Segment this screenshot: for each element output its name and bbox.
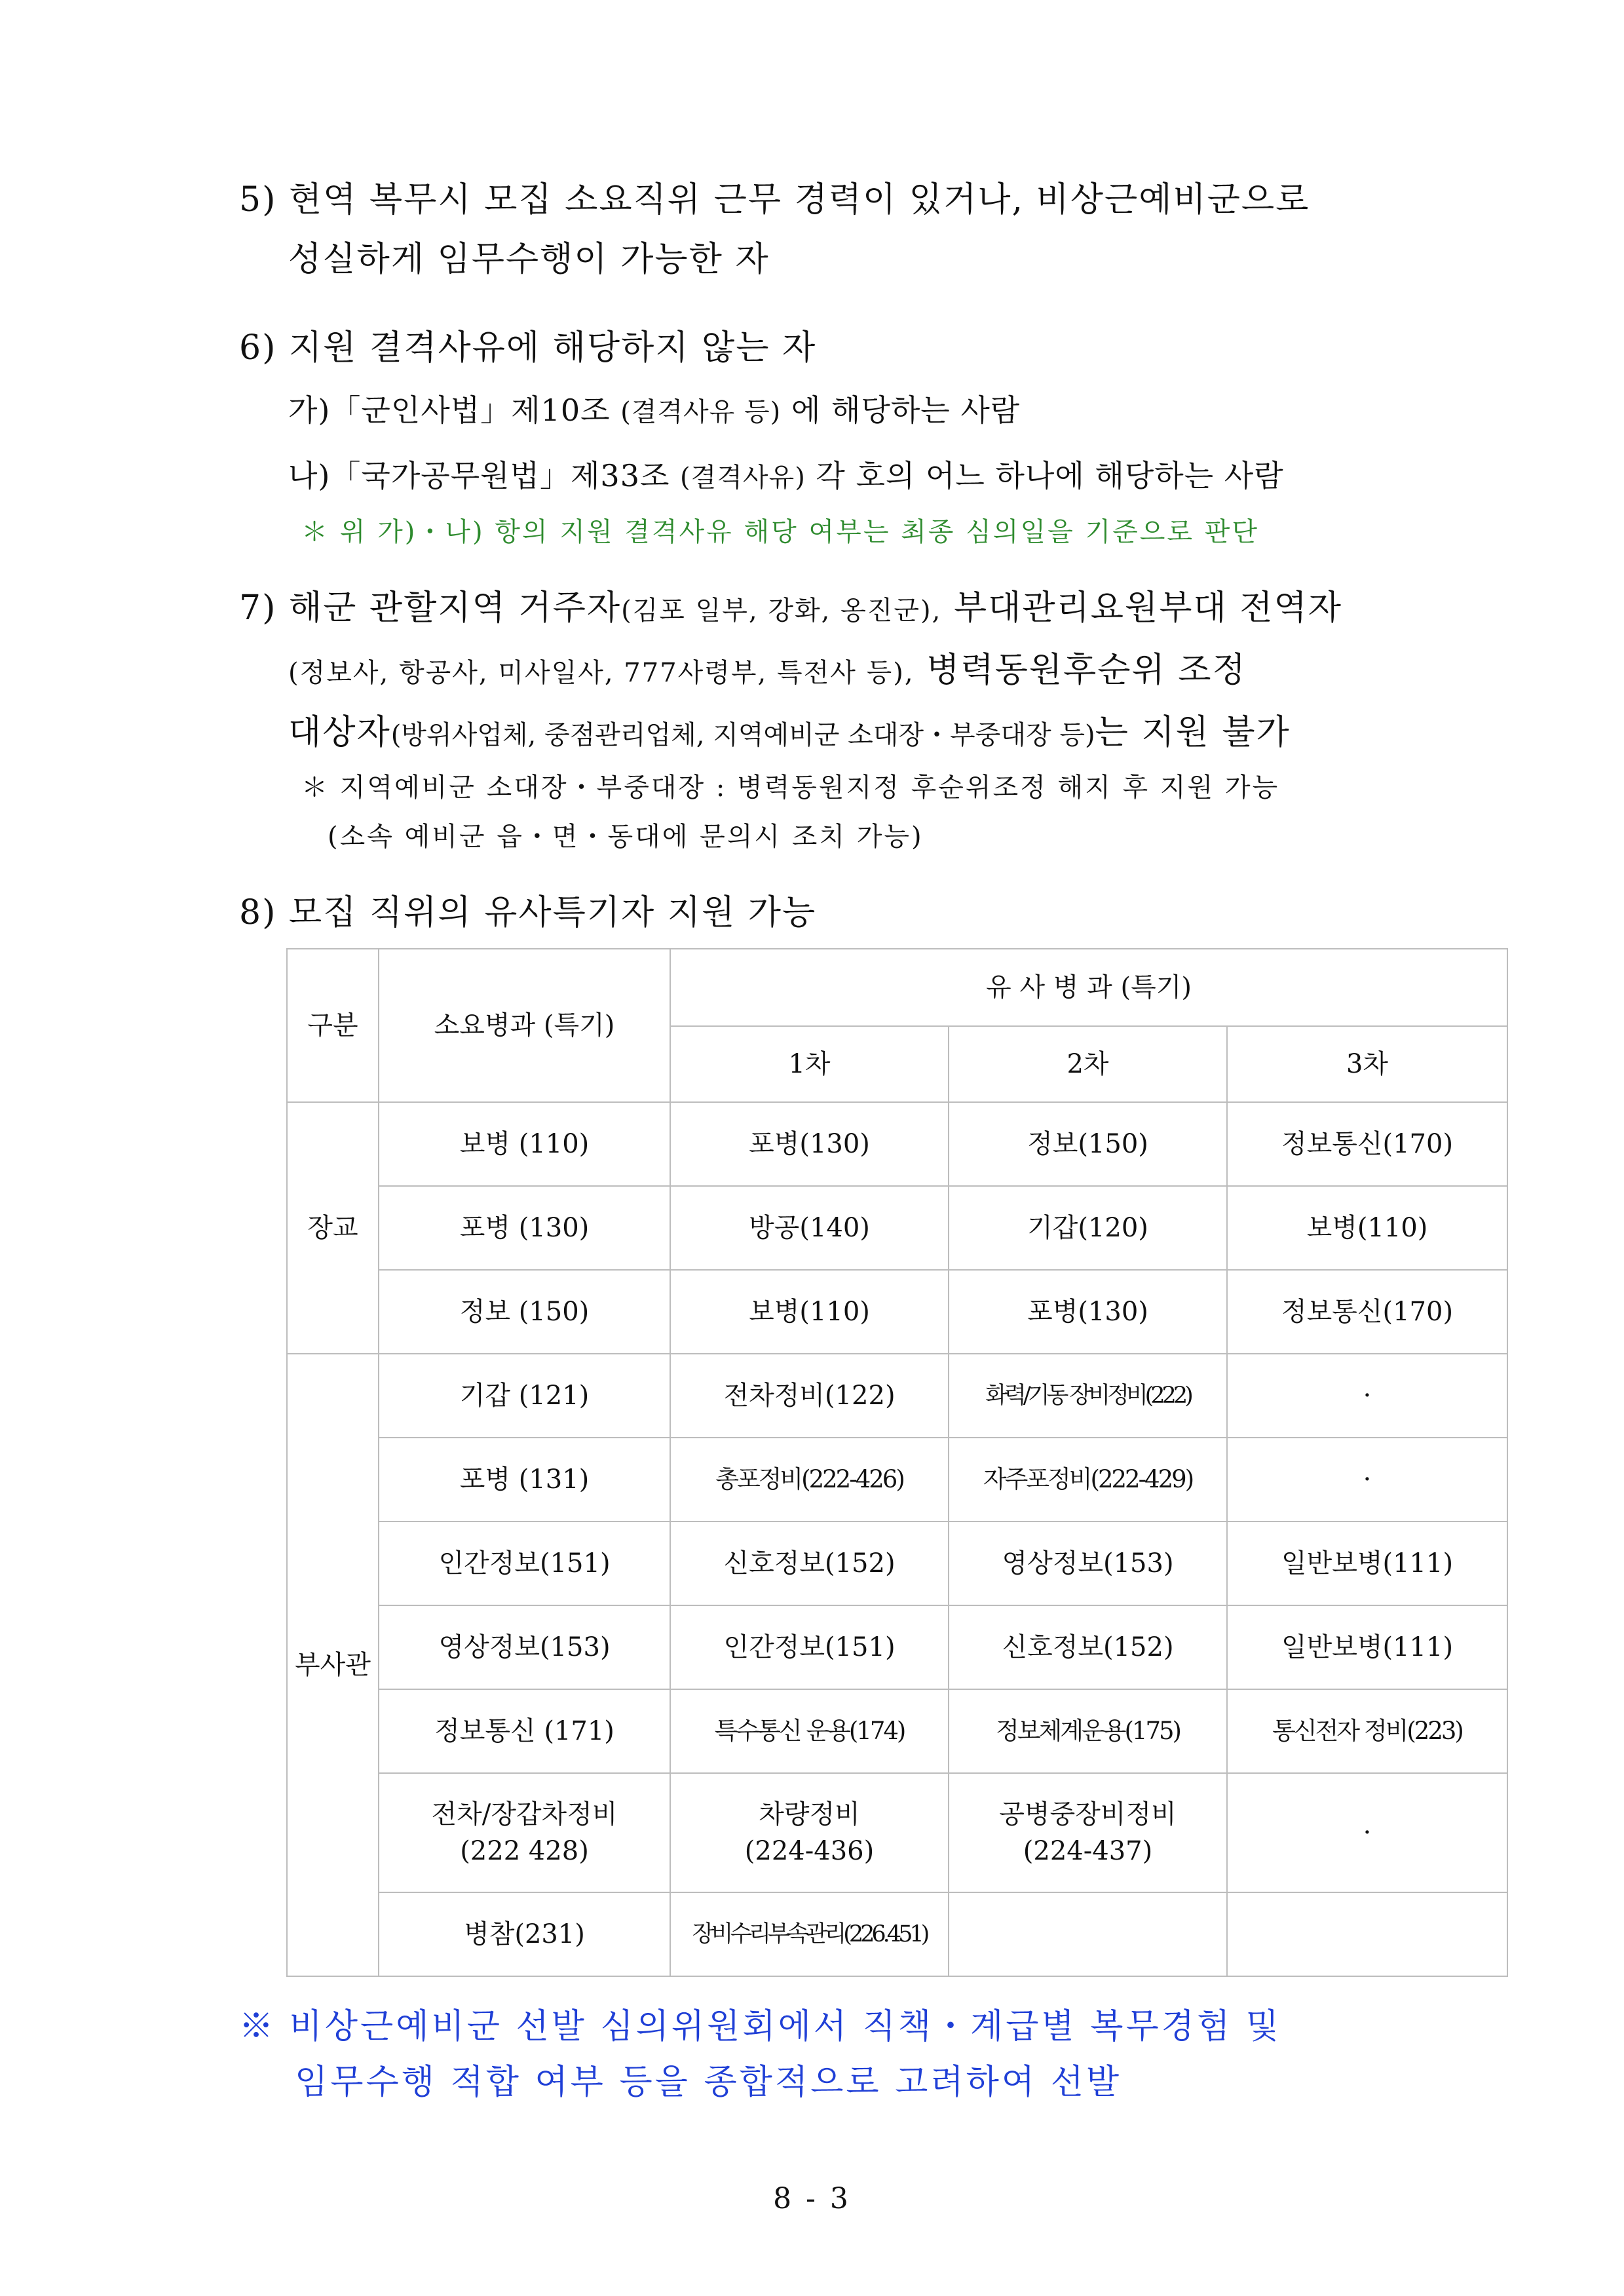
table-cell-line: (224-437) [1023,1836,1153,1866]
table-cell: 포병(130) [949,1270,1227,1354]
table-row [287,1689,1507,1773]
table-cell: 보병(110) [670,1270,949,1354]
table-cell: 정보 (150) [379,1270,670,1354]
item5-line1: 5) 현역 복무시 모집 소요직위 근무 경력이 있거나, 비상근예비군으로 [239,180,1310,220]
footer-note-line2: 임무수행 적합 여부 등을 종합적으로 고려하여 선발 [295,2063,1122,2102]
page-number: 8 - 3 [773,2182,851,2215]
table-cell: 포병 (131) [379,1438,670,1521]
table-cell: 신호정보(152) [949,1605,1227,1689]
table-row [287,1270,1507,1354]
table-cell: 신호정보(152) [670,1521,949,1605]
table-cell: 정보(150) [949,1102,1227,1186]
item6-sub-a-small: (결격사유 등) [620,397,782,427]
item7-line1 [239,580,1342,629]
item6-sub-b-tail: 각 호의 어느 하나에 해당하는 사람 [805,458,1284,493]
item6-sub-b-small: (결격사유) [680,463,806,493]
table-cell: 통신전자 정비(223) [1227,1689,1507,1773]
table-cell: 특수통신 운용(174) [670,1689,949,1773]
item7-line1-small: (김포 일부, 강화, 옹진군), [621,596,942,626]
table-cell: 자주포정비(222-429) [949,1438,1227,1521]
header-third: 3차 [1227,1026,1507,1102]
table-cell: 정보통신(170) [1227,1270,1507,1354]
table-cell: 영상정보(153) [379,1605,670,1689]
table-cell-line: (224-436) [744,1836,875,1866]
table-cell: 기갑 (121) [379,1354,670,1438]
table-cell: 포병(130) [670,1102,949,1186]
group-officer: 장교 [287,1102,379,1354]
table-cell [949,1892,1227,1976]
similar-specialty-table [286,948,1508,1977]
table-cell: 전차정비(122) [670,1354,949,1438]
item6-sub-b-main: 나)「국가공무원법」제33조 [288,458,681,493]
table-cell [949,1773,1227,1892]
item7-line2-tail: 병력동원후순위 조정 [914,651,1247,690]
item7-line3-tail: 는 지원 불가 [1095,713,1291,752]
table-cell: 포병 (130) [379,1186,670,1270]
table-cell: 기갑(120) [949,1186,1227,1270]
table-cell: · [1227,1354,1507,1438]
table-cell: 인간정보(151) [670,1605,949,1689]
table-row [287,1521,1507,1605]
table-row [287,1892,1507,1976]
table-row [287,1186,1507,1270]
item7-line2 [288,642,1247,691]
table-cell: 화력/기동 장비정비(222) [949,1354,1227,1438]
table-cell: 보병(110) [1227,1186,1507,1270]
item6-note: ＊ 위 가)・나) 항의 지원 결격사유 해당 여부는 최종 심의일을 기준으로 판단 [301,517,1259,547]
table-row [287,1354,1507,1438]
table-cell-line: 전차/장갑차정비 [431,1799,618,1829]
item8-title: 8) 모집 직위의 유사특기자 지원 가능 [239,893,817,932]
header-second: 2차 [949,1026,1227,1102]
table-cell [379,1773,670,1892]
item7-line3 [288,704,1291,754]
header-similar: 유 사 병 과 (특기) [670,949,1507,1026]
table-cell: 정보체계운용(175) [949,1689,1227,1773]
item6-sub-a-main: 가)「군인사법」제10조 [288,392,621,428]
table-cell: 일반보병(111) [1227,1521,1507,1605]
item7-line3-main: 대상자 [288,713,391,752]
table-cell: · [1227,1773,1507,1892]
item7-line3-small: (방위사업체, 중점관리업체, 지역예비군 소대장・부중대장 등) [390,720,1095,750]
item6-sub-a [288,387,1020,430]
table-cell: 병참(231) [379,1892,670,1976]
item6-sub-a-tail: 에 해당하는 사람 [781,392,1021,428]
table-cell-line: 차량정비 [759,1799,860,1829]
group-nco: 부사관 [287,1354,379,1976]
table-cell: · [1227,1438,1507,1521]
item7-line2-small: (정보사, 항공사, 미사일사, 777사령부, 특전사 등), [288,658,915,688]
table-cell: 정보통신 (171) [379,1689,670,1773]
table-cell-line: (222 428) [460,1836,589,1866]
table-cell [1227,1892,1507,1976]
item7-note1: ＊ 지역예비군 소대장・부중대장 : 병력동원지정 후순위조정 해지 후 지원 가능 [301,773,1280,803]
table-cell: 일반보병(111) [1227,1605,1507,1689]
table-cell-line: 공병중장비정비 [999,1799,1177,1829]
table-cell: 방공(140) [670,1186,949,1270]
table-cell: 장비수리부속관리(226.451) [670,1892,949,1976]
item6-title: 6) 지원 결격사유에 해당하지 않는 자 [239,328,817,368]
item7-note2: (소속 예비군 읍・면・동대에 문의시 조치 가능) [328,822,924,852]
item7-line1-main: 7) 해군 관할지역 거주자 [239,588,622,628]
header-required: 소요병과 (특기) [379,949,670,1102]
item5-line2: 성실하게 임무수행이 가능한 자 [288,240,770,279]
table-row [287,1605,1507,1689]
item7-line1-tail: 부대관리요원부대 전역자 [941,588,1342,628]
header-first: 1차 [670,1026,949,1102]
table-row [287,1773,1507,1892]
table-row [287,1102,1507,1186]
table-cell [670,1773,949,1892]
header-category: 구분 [287,949,379,1102]
footer-note-line1: ※ 비상근예비군 선발 심의위원회에서 직책・계급별 복무경험 및 [239,2007,1281,2046]
table-cell: 영상정보(153) [949,1521,1227,1605]
table-cell: 총포정비(222-426) [670,1438,949,1521]
table-row [287,1438,1507,1521]
table-cell: 인간정보(151) [379,1521,670,1605]
item6-sub-b [288,452,1284,495]
table-cell: 정보통신(170) [1227,1102,1507,1186]
table-cell: 보병 (110) [379,1102,670,1186]
